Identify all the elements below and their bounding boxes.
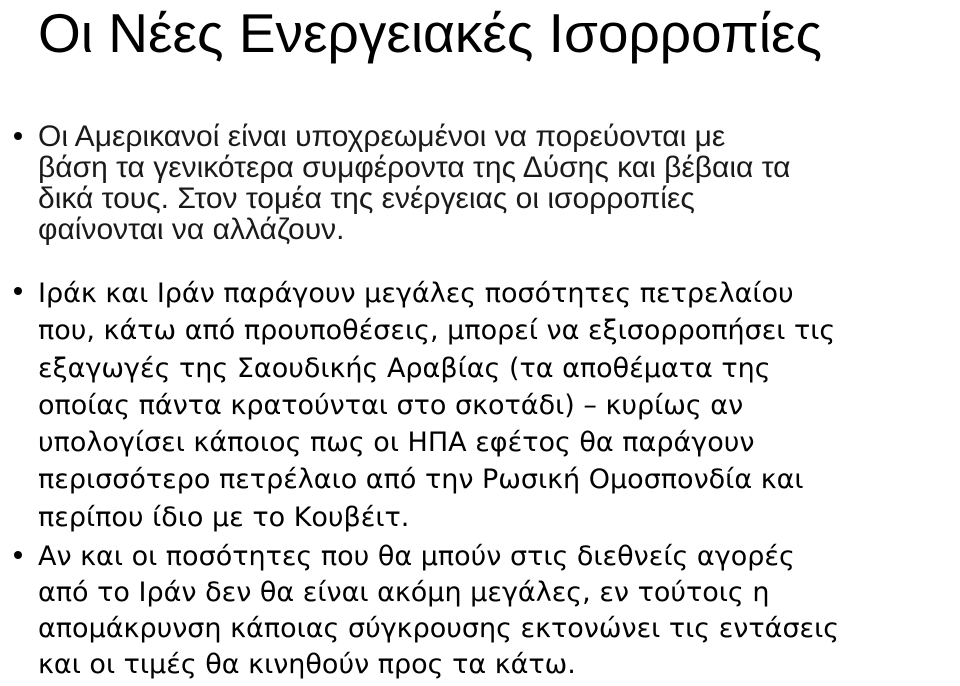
bullet-2-line-5: υπολογίσει κάποιος πως οι ΗΠΑ εφέτος θα παράγουν [38,427,755,459]
bullet-item-1 [38,121,958,245]
bullet-1-line-3: δικά τους. Στον τομέα της ενέργειας οι ισορροπίες [38,182,695,215]
bullet-3-line-3: απομάκρυνση κάποιας σύγκρουσης εκτονώνει τις εντάσεις [38,613,840,644]
bullet-2-line-7: περίπου ίδιο με το Κουβέιτ. [38,501,410,533]
bullet-1-line-4: φαίνονται να αλλάζουν. [38,213,345,246]
bullet-2-line-6: περισσότερο πετρέλαιο από την Ρωσική Ομοσπονδία και [38,464,804,496]
bullet-dot-icon [14,132,22,140]
slide-title: Οι Νέες Ενεργειακές Ισορροπίες [38,2,823,64]
bullet-2-line-3: εξαγωγές της Σαουδικής Αραβίας (τα αποθέματα της [38,352,771,384]
bullet-3-line-4: και οι τιμές θα κινηθούν προς τα κάτω. [38,649,576,680]
bullet-3-line-2: από το Ιράν δεν θα είναι ακόμη μεγάλες, εν τούτοις η [38,577,770,608]
bullet-3-line-1: Αν και οι ποσότητες που θα μπούν στις διεθνείς αγορές [38,541,795,572]
bullet-2-line-2: που, κάτω από προυποθέσεις, μπορεί να εξισορροπήσει τις [38,315,836,347]
bullet-dot-icon [14,287,22,295]
bullet-1-line-1: Οι Αμερικανοί είναι υποχρεωμένοι να πορεύονται με [38,120,726,153]
bullet-2-line-1: Ιράκ και Ιράν παράγουν μεγάλες ποσότητες πετρελαίου [38,278,794,309]
bullet-2-line-4: οποίας πάντα κρατούνται στο σκοτάδι) – κυρίως αν [38,389,744,421]
bullet-dot-icon [14,551,22,559]
bullet-1-line-2: βάση τα γενικότερα συμφέροντα της Δύσης και βέβαια τα [38,151,791,184]
bullet-item-3 [38,539,958,683]
bullet-item-2 [38,275,958,536]
